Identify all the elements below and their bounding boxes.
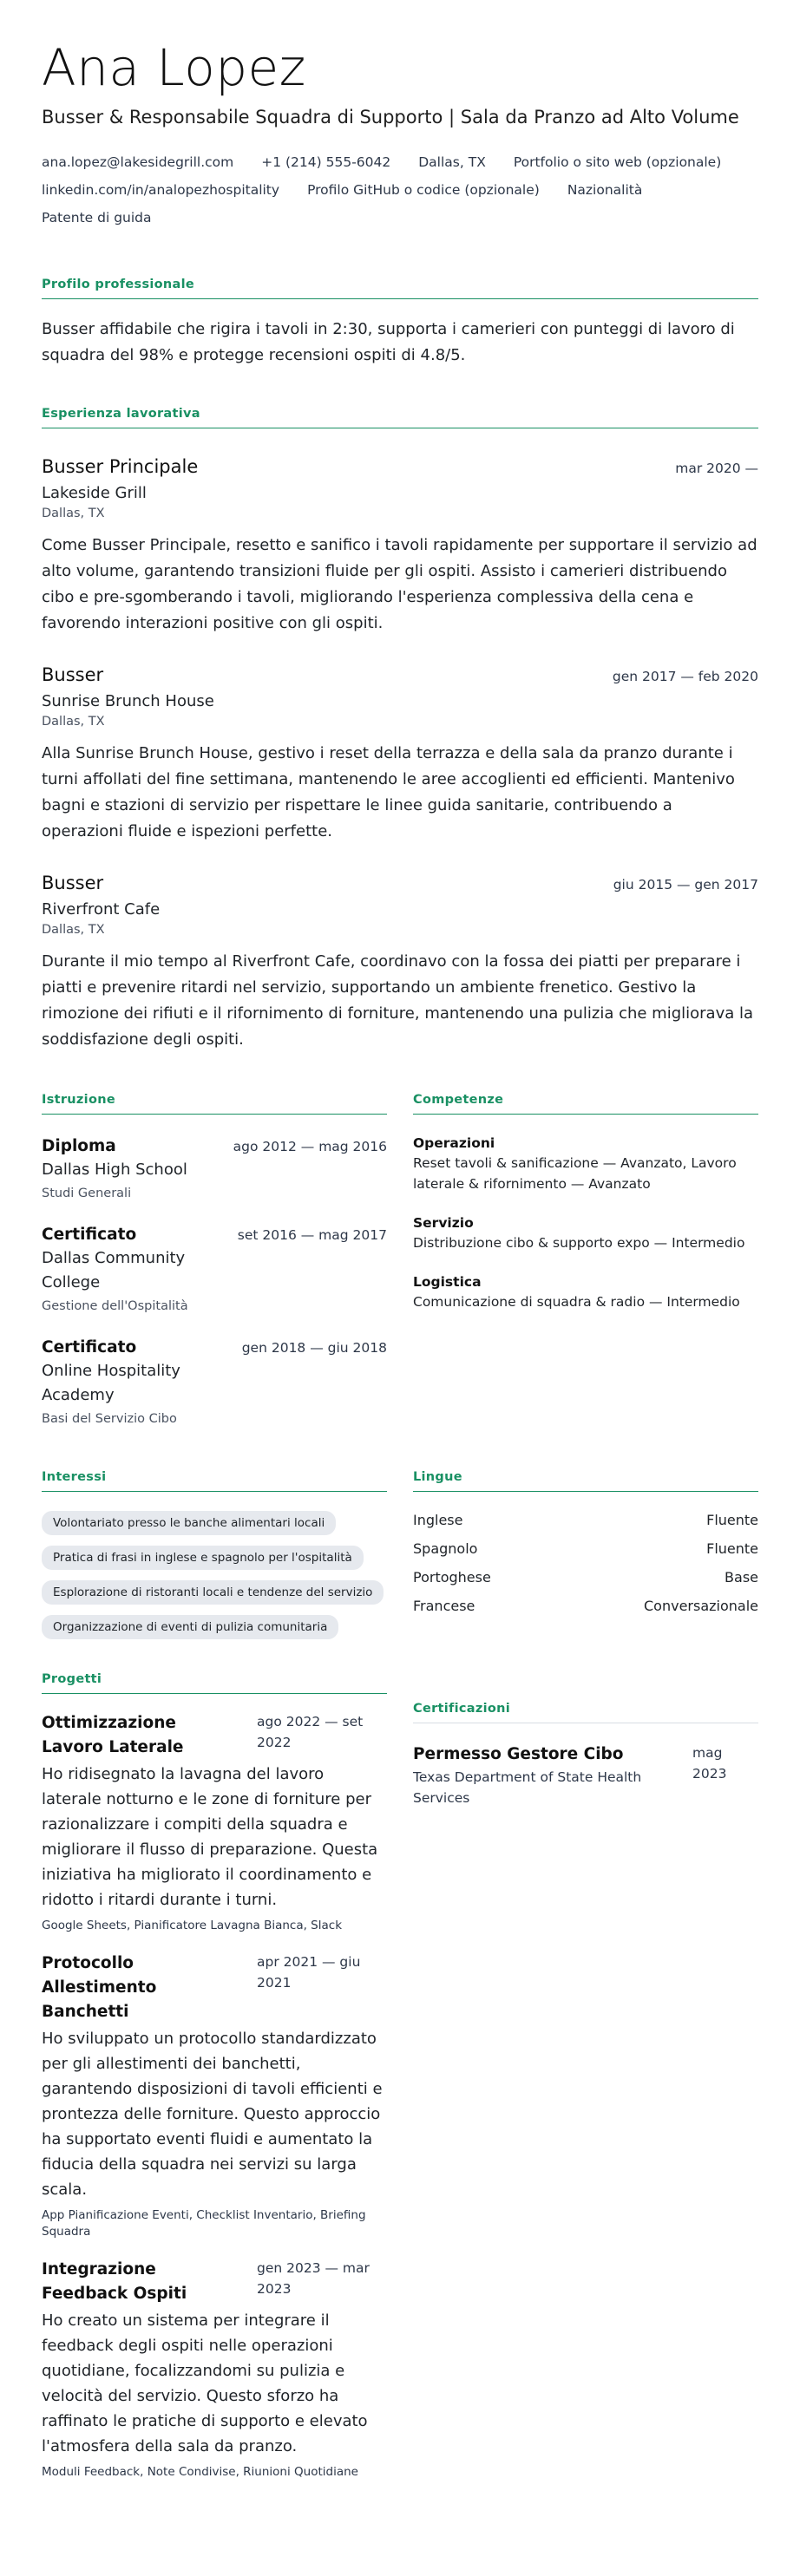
education-entry <box>42 1337 387 1429</box>
language-level: Fluente <box>706 1540 758 1557</box>
job-description: Alla Sunrise Brunch House, gestivo i reset della terrazza e della sala da pranzo durante i turni affollati del fine settimana, mantenendo le aree accoglienti ed efficienti. Mantenivo bagni e stazioni di servizio per rispettare le linee guida sanitarie, contribuendo a operazioni fluide e ispezioni perfette. <box>42 744 735 840</box>
language-name: Inglese <box>413 1512 463 1528</box>
project-description: Ho sviluppato un protocollo standardizzato per gli allestimenti dei banchetti, garantendo disposizioni di tavoli efficienti e prontezza delle forniture. Questo approccio ha supportato eventi fluidi e aumentato la fiducia della squadra nei servizi su larga scala. <box>42 2030 383 2199</box>
contact-driving-license: Patente di guida <box>42 210 152 226</box>
contact-list <box>42 153 758 227</box>
education-field: Studi Generali <box>42 1187 132 1200</box>
candidate-name: Ana Lopez <box>42 38 306 97</box>
contact-github[interactable]: Profilo GitHub o codice (opzionale) <box>307 182 540 198</box>
education-field: Basi del Servizio Cibo <box>42 1412 177 1426</box>
job-dates: mar 2020 — <box>675 461 758 476</box>
language-name: Portoghese <box>413 1569 491 1585</box>
education-degree: Certificato <box>42 1226 137 1244</box>
education-entry <box>42 1135 387 1203</box>
job-dates: gen 2017 — feb 2020 <box>612 669 758 684</box>
section-title-projects: Progetti <box>42 1672 387 1694</box>
contact-nationality: Nazionalità <box>567 182 643 198</box>
contact-phone[interactable]: +1 (214) 555-6042 <box>261 154 391 170</box>
skill-items: Distribuzione cibo & supporto expo — Intermedio <box>413 1235 745 1251</box>
language-level: Fluente <box>706 1512 758 1528</box>
job-entry <box>42 663 758 845</box>
language-level: Base <box>725 1569 758 1585</box>
education-skills-row <box>42 1093 758 1429</box>
section-title-interests: Interessi <box>42 1470 387 1492</box>
project-tools: App Pianificazione Eventi, Checklist Inventario, Briefing Squadra <box>42 2208 366 2239</box>
project-title: Ottimizzazione Lavoro Laterale <box>42 1714 184 1756</box>
education-dates: set 2016 — mag 2017 <box>237 1227 387 1243</box>
job-company: Sunrise Brunch House <box>42 692 214 710</box>
interest-tag: Organizzazione di eventi di pulizia comunitaria <box>42 1615 338 1639</box>
language-row <box>413 1511 758 1530</box>
certification-name: Permesso Gestore Cibo <box>413 1745 624 1763</box>
interest-tags <box>42 1511 387 1639</box>
job-company: Lakeside Grill <box>42 484 147 502</box>
summary-text: Busser affidabile che rigira i tavoli in 2:30, supporta i camerieri con punteggi di lavoro di squadra del 98% e protegge recensioni ospiti di 4.8/5. <box>42 320 735 364</box>
contact-portfolio[interactable]: Portfolio o sito web (opzionale) <box>513 154 722 170</box>
project-tools: Google Sheets, Pianificatore Lavagna Bianca, Slack <box>42 1919 343 1932</box>
skill-group <box>413 1134 758 1194</box>
certification-issuer: Texas Department of State Health Services <box>413 1769 642 1806</box>
skill-items: Reset tavoli & sanificazione — Avanzato, Lavoro laterale & rifornimento — Avanzato <box>413 1155 737 1192</box>
summary-section <box>42 278 758 369</box>
language-row <box>413 1540 758 1559</box>
job-title: Busser Principale <box>42 456 199 477</box>
education-school: Dallas High School <box>42 1161 187 1179</box>
project-title: Protocollo Allestimento Banchetti <box>42 1954 157 2021</box>
resume-header <box>42 35 758 227</box>
education-dates: ago 2012 — mag 2016 <box>233 1139 387 1154</box>
language-row <box>413 1568 758 1587</box>
languages-section <box>413 1470 758 1650</box>
interests-section <box>42 1470 387 1650</box>
language-row <box>413 1597 758 1616</box>
certification-entry <box>413 1742 758 1808</box>
education-school: Online Hospitality Academy <box>42 1362 180 1404</box>
project-dates: apr 2021 — giu 2021 <box>257 1954 361 1991</box>
experience-section <box>42 407 758 1053</box>
section-title-experience: Esperienza lavorativa <box>42 407 758 428</box>
certification-date: mag 2023 <box>692 1745 727 1782</box>
project-dates: gen 2023 — mar 2023 <box>257 2260 370 2297</box>
section-title-summary: Profilo professionale <box>42 278 758 299</box>
job-title: Busser <box>42 873 104 893</box>
skills-section <box>413 1093 758 1429</box>
interests-languages-row <box>42 1470 758 1650</box>
language-list <box>413 1511 758 1616</box>
project-tools: Moduli Feedback, Note Condivise, Riunioni Quotidiane <box>42 2465 358 2479</box>
projects-section <box>42 1672 387 2481</box>
project-title: Integrazione Feedback Ospiti <box>42 2260 187 2303</box>
job-description: Durante il mio tempo al Riverfront Cafe, coordinavo con la fossa dei piatti per preparare i piatti e prevenire ritardi nel servizio, supportando un ambiente frenetico. Gestivo la rimozione dei rifiuti e il rifornimento di forniture, mantenendo una pulizia che migliorava la soddisfazione degli ospiti. <box>42 952 754 1049</box>
interest-tag: Pratica di frasi in inglese e spagnolo per l'ospitalità <box>42 1546 364 1570</box>
education-section <box>42 1093 387 1429</box>
interest-tag: Esplorazione di ristoranti locali e tendenze del servizio <box>42 1580 384 1605</box>
skill-category: Operazioni <box>413 1135 495 1151</box>
skill-category: Servizio <box>413 1215 474 1231</box>
contact-email[interactable]: ana.lopez@lakesidegrill.com <box>42 154 234 170</box>
job-company: Riverfront Cafe <box>42 900 161 919</box>
project-description: Ho ridisegnato la lavagna del lavoro laterale notturno e le zone di forniture per razionalizzare i compiti della squadra e migliorare il flusso di preparazione. Questa iniziativa ha migliorato il coordinamento e ridotto i ritardi durante i turni. <box>42 1765 378 1909</box>
project-entry <box>42 1711 387 1934</box>
education-dates: gen 2018 — giu 2018 <box>241 1340 387 1356</box>
contact-linkedin[interactable]: linkedin.com/in/analopezhospitality <box>42 182 280 198</box>
language-level: Conversazionale <box>644 1598 758 1614</box>
job-title: Busser <box>42 664 104 685</box>
job-dates: giu 2015 — gen 2017 <box>613 877 758 892</box>
interest-tag: Volontariato presso le banche alimentari locali <box>42 1511 336 1535</box>
project-entry <box>42 2258 387 2481</box>
job-location: Dallas, TX <box>42 715 105 729</box>
certifications-section <box>413 1672 758 1808</box>
job-description: Come Busser Principale, resetto e sanifico i tavoli rapidamente per supportare il servizio ad alto volume, garantendo transizioni fluide per gli ospiti. Assisto i camerieri distribuendo cibo e pre-sgomberando i tavoli, migliorando l'esperienza complessiva della cena e favorendo interazioni positive con gli ospiti. <box>42 536 757 632</box>
projects-certifications-row <box>42 1672 758 2481</box>
skill-items: Comunicazione di squadra & radio — Intermedio <box>413 1294 740 1310</box>
section-title-skills: Competenze <box>413 1093 758 1115</box>
education-school: Dallas Community College <box>42 1249 186 1291</box>
section-title-education: Istruzione <box>42 1093 387 1115</box>
contact-location: Dallas, TX <box>418 154 486 170</box>
skill-group <box>413 1272 758 1312</box>
skill-group <box>413 1213 758 1253</box>
project-description: Ho creato un sistema per integrare il feedback degli ospiti nelle operazioni quotidiane, focalizzandomi su pulizia e velocità del servizio. Questo sforzo ha raffinato le pratiche di supporto e elevato l'atmosfera della sala da pranzo. <box>42 2311 368 2455</box>
job-location: Dallas, TX <box>42 507 105 520</box>
education-field: Gestione dell'Ospitalità <box>42 1299 188 1313</box>
education-degree: Certificato <box>42 1338 137 1357</box>
language-name: Francese <box>413 1598 475 1614</box>
job-location: Dallas, TX <box>42 923 105 937</box>
project-dates: ago 2022 — set 2022 <box>257 1714 364 1750</box>
section-title-languages: Lingue <box>413 1470 758 1492</box>
education-entry <box>42 1224 387 1316</box>
job-entry <box>42 454 758 637</box>
education-degree: Diploma <box>42 1137 116 1155</box>
section-title-certifications: Certificazioni <box>413 1702 758 1723</box>
project-entry <box>42 1952 387 2240</box>
candidate-headline: Busser & Responsabile Squadra di Supporto | Sala da Pranzo ad Alto Volume <box>42 107 739 127</box>
job-entry <box>42 871 758 1053</box>
language-name: Spagnolo <box>413 1540 478 1557</box>
skill-category: Logistica <box>413 1274 482 1290</box>
